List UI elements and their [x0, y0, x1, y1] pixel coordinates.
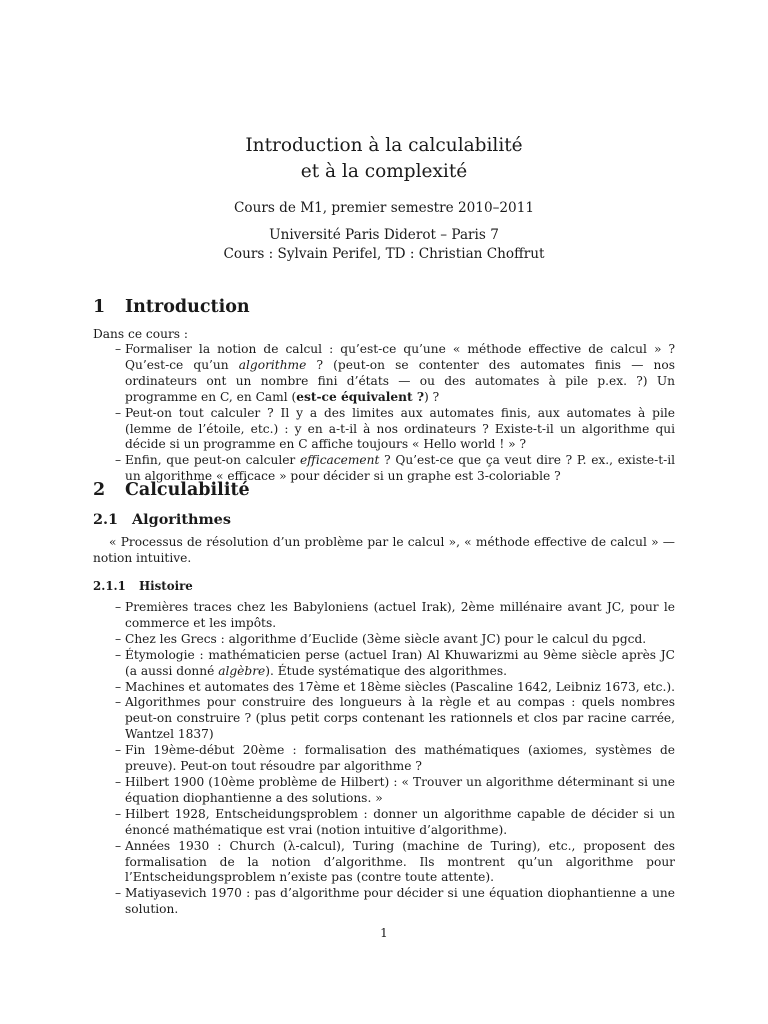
page-number: 1: [380, 926, 388, 940]
list-item: – Peut-on tout calculer ? Il y a des limites aux automates finis, aux automates à pile (lemme de l’étoile, etc.) : y en a-t-il à nos ordinateurs ? Existe-t-il un algorithme qui décide si un programme en C affiche toujours « Hello world ! » ?: [115, 405, 675, 452]
list-item: – Hilbert 1900 (10ème problème de Hilbert) : « Trouver un algorithme déterminant si une équation diophantienne a des solutions. »: [115, 774, 675, 805]
list-marker: –: [115, 806, 122, 821]
list-marker: –: [115, 600, 122, 614]
section-2-number: 2: [93, 480, 106, 500]
list-item: – Années 1930 : Church (λ-calcul), Turing (machine de Turing), etc., proposent des formalisation de la notion d’algorithme. Ils montrent qu’un algorithme pour l’Entscheidungsproblem n’existe pas (contre toute attente).: [115, 838, 675, 885]
list-item: – Fin 19ème-début 20ème : formalisation des mathématiques (axiomes, systèmes de preuve). Peut-on tout résoudre par algorithme ?: [115, 743, 675, 774]
list-marker: –: [115, 774, 122, 789]
list-marker: –: [115, 647, 122, 662]
section-1-list: [93, 342, 675, 485]
emphasis-algebre: algèbre: [218, 663, 266, 678]
subsection-number: 2.1: [93, 511, 119, 528]
document-title-line-1: Introduction à la calculabilité: [245, 135, 523, 156]
list-item: – Enfin, que peut-on calculer efficacement ? Qu’est-ce que ça veut dire ? P. ex., existe-t-il un algorithme « efficace » pour décider si un graphe est 3-coloriable ?: [115, 453, 676, 484]
list-marker: –: [115, 405, 122, 420]
subsubsection-number: 2.1.1: [93, 579, 126, 593]
list-marker: –: [115, 695, 122, 710]
list-marker: –: [115, 679, 122, 694]
list-item: – Hilbert 1928, Entscheidungsproblem : donner un algorithme capable de décider si un énoncé mathématique est vrai (notion intuitive d’algorithme).: [115, 806, 675, 837]
list-item: – Machines et automates des 17ème et 18ème siècles (Pascaline 1642, Leibniz 1673, etc.).: [115, 679, 675, 694]
emphasis-efficacement: efficacement: [299, 453, 380, 468]
subsection-title: Algorithmes: [132, 511, 231, 528]
list-marker: –: [115, 743, 122, 758]
bold-est-ce-equivalent: est-ce équivalent ?: [296, 389, 424, 404]
section-1-number: 1: [93, 297, 106, 317]
list-marker: –: [115, 886, 122, 901]
section-2-heading: [93, 479, 250, 501]
histoire-list: [93, 600, 675, 918]
subsubsection-title: Histoire: [139, 579, 193, 593]
subsection-2-1-heading: [93, 511, 231, 529]
list-item: – Premières traces chez les Babyloniens (actuel Irak), 2ème millénaire avant JC, pour le commerce et les impôts.: [115, 600, 675, 630]
document-title-line-2: et à la complexité: [300, 161, 468, 182]
section-2-title: Calculabilité: [125, 480, 250, 500]
emphasis-algorithme: algorithme: [238, 357, 307, 372]
list-marker: –: [115, 453, 122, 468]
subsection-2-1-text: « Processus de résolution d’un problème par le calcul », « méthode effective de calcul » — notion intuitive.: [93, 535, 675, 566]
list-marker: –: [115, 342, 122, 356]
teachers-line: Cours : Sylvain Perifel, TD : Christian Choffrut: [223, 246, 545, 262]
subsubsection-2-1-1-heading: [93, 578, 193, 594]
list-marker: –: [115, 838, 122, 853]
list-marker: –: [115, 631, 122, 646]
list-item: – Étymologie : mathématicien perse (actuel Iran) Al Khuwarizmi au 9ème siècle après JC (a aussi donné algèbre). Étude systématique des algorithmes.: [115, 647, 675, 678]
section-1-title: Introduction: [125, 297, 250, 317]
list-item: – Formaliser la notion de calcul : qu’est-ce qu’une « méthode effective de calcul » ? Qu’est-ce qu’un algorithme ? (peut-on se contenter des automates finis — nos ordinateurs ont un nombre fini d’états — ou des automates à pile p.ex. ?) Un programme en C, en Caml (est-ce équivalent ?) ?: [115, 342, 675, 404]
list-item: – Algorithmes pour construire des longueurs à la règle et au compas : quels nombres peut-on construire ? (plus petit corps contenant les rationnels et clos par racine carrée, Wantzel 1837): [115, 695, 675, 742]
course-info: Cours de M1, premier semestre 2010–2011: [233, 200, 534, 216]
list-item: – Matiyasevich 1970 : pas d’algorithme pour décider si une équation diophantienne a une solution.: [115, 886, 675, 917]
list-item: – Chez les Grecs : algorithme d’Euclide (3ème siècle avant JC) pour le calcul du pgcd.: [115, 631, 647, 646]
section-1-heading: [93, 296, 250, 318]
university-name: Université Paris Diderot – Paris 7: [269, 227, 499, 243]
section-1-intro: Dans ce cours :: [93, 327, 189, 341]
